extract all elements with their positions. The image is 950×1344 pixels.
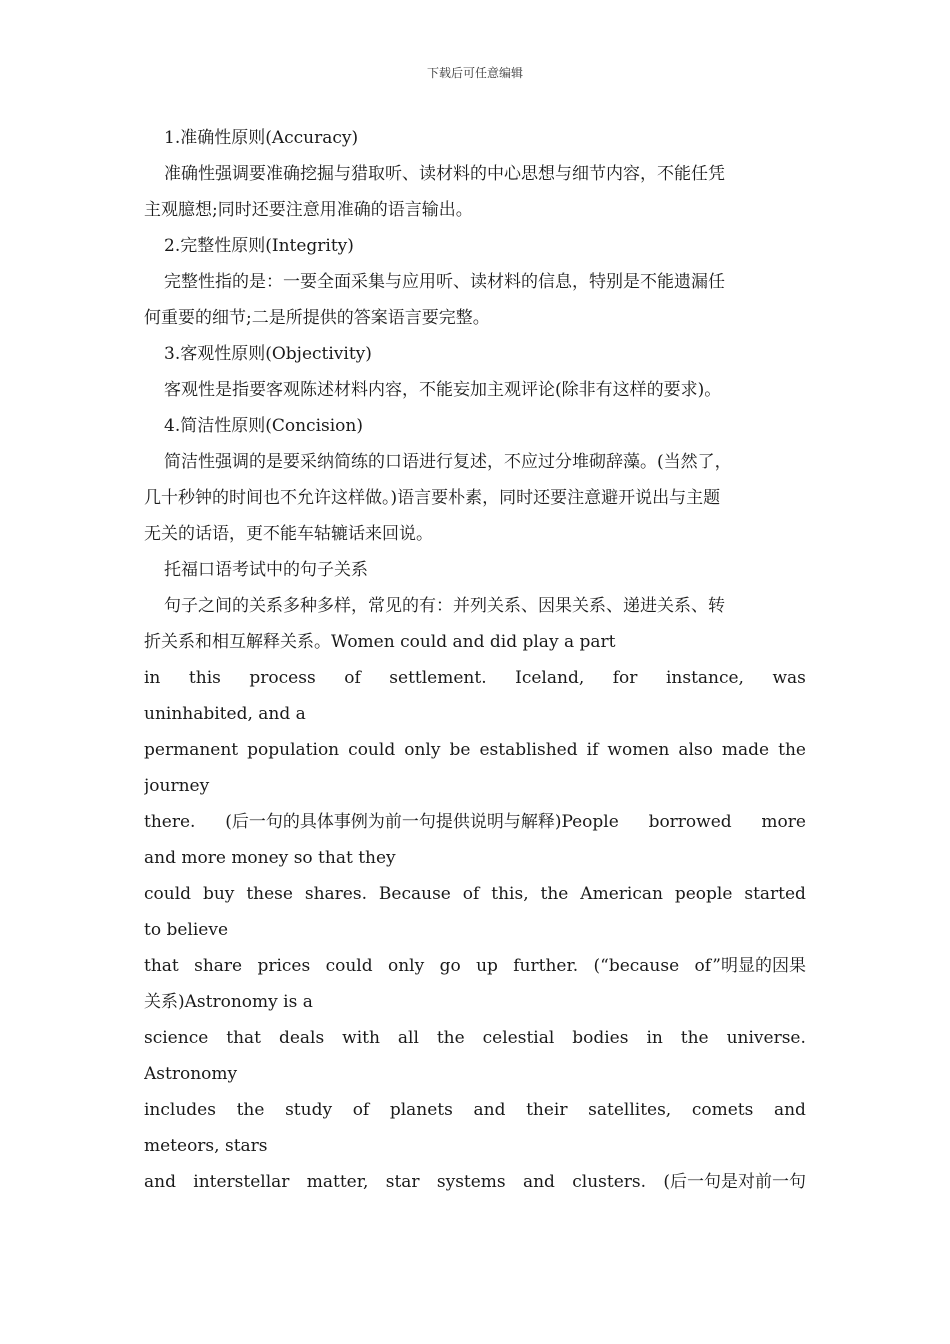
example-line xyxy=(144,732,806,768)
example-word: that xyxy=(226,1028,261,1048)
example-word: study xyxy=(285,1100,333,1120)
document-body xyxy=(144,120,806,1200)
paragraph-line: 准确性强调要准确挖掘与猎取听、读材料的中心思想与细节内容，不能任凭 xyxy=(164,164,725,184)
example-word: if xyxy=(586,740,599,760)
example-line xyxy=(144,840,806,876)
example-line xyxy=(144,876,806,912)
paragraph-line: 无关的话语，更不能车轱辘话来回说。 xyxy=(144,524,433,544)
example-word: science xyxy=(144,1028,209,1048)
example-word: comets xyxy=(691,1100,754,1120)
example-word: people xyxy=(674,884,733,904)
example-word: shares. xyxy=(304,884,367,904)
section-title-sentence-relations: 托福口语考试中的句子关系 xyxy=(164,560,368,580)
heading-accuracy: 1.准确性原则(Accuracy) xyxy=(164,128,359,148)
example-word: the xyxy=(540,884,569,904)
example-word: interstellar xyxy=(193,1172,290,1192)
example-word: matter, xyxy=(306,1172,369,1192)
example-word: also xyxy=(678,740,713,760)
example-word: all xyxy=(397,1028,419,1048)
heading-objectivity: 3.客观性原则(Objectivity) xyxy=(164,344,372,364)
example-word: only xyxy=(387,956,425,976)
example-word: could xyxy=(144,884,192,904)
example-line xyxy=(144,768,806,804)
paragraph-line: 句子之间的关系多种多样，常见的有：并列关系、因果关系、递进关系、转 xyxy=(164,596,725,616)
example-word: for xyxy=(612,668,638,688)
example-word: journey xyxy=(144,776,210,796)
example-word: 关系)Astronomy is a xyxy=(144,992,313,1012)
example-word: with xyxy=(342,1028,380,1048)
example-word: bodies xyxy=(572,1028,629,1048)
example-word: these xyxy=(246,884,293,904)
example-line xyxy=(144,660,806,696)
example-word: this xyxy=(188,668,221,688)
example-line xyxy=(144,1092,806,1128)
paragraph-line: 折关系和相互解释关系。Women could and did play a part xyxy=(144,632,616,652)
example-word: buy xyxy=(202,884,235,904)
paragraph-line: 何重要的细节;二是所提供的答案语言要完整。 xyxy=(144,308,490,328)
example-word: made xyxy=(721,740,770,760)
example-word: American xyxy=(580,884,663,904)
example-word: and xyxy=(473,1100,506,1120)
example-word: population xyxy=(247,740,340,760)
example-word: and xyxy=(144,1172,176,1192)
example-word: includes xyxy=(144,1100,216,1120)
example-word: further. xyxy=(513,956,579,976)
example-word: (后一句是对前一句 xyxy=(663,1172,806,1192)
paragraph-line: 几十秒钟的时间也不允许这样做。)语言要朴素，同时还要注意避开说出与主题 xyxy=(144,488,721,508)
example-line xyxy=(144,948,806,984)
example-word: in xyxy=(144,668,161,688)
example-sentences xyxy=(144,660,806,1200)
example-word: of”明显的因果 xyxy=(694,956,806,976)
example-word: uninhabited, and a xyxy=(144,704,306,724)
example-word: satellites, xyxy=(588,1100,672,1120)
paragraph-line: 主观臆想;同时还要注意用准确的语言输出。 xyxy=(144,200,473,220)
example-word: the xyxy=(680,1028,709,1048)
example-word: was xyxy=(772,668,806,688)
example-word: and more money so that they xyxy=(144,848,396,868)
example-line xyxy=(144,984,806,1020)
heading-concision: 4.简洁性原则(Concision) xyxy=(164,416,363,436)
example-word: more xyxy=(761,812,806,832)
example-word: Because xyxy=(378,884,451,904)
example-word: the xyxy=(436,1028,465,1048)
example-word: and xyxy=(522,1172,555,1192)
example-word: meteors, stars xyxy=(144,1136,268,1156)
example-word: process xyxy=(249,668,316,688)
example-word: women xyxy=(607,740,670,760)
example-word: Astronomy xyxy=(144,1064,238,1084)
example-word: Iceland, xyxy=(515,668,585,688)
paragraph-line: 简洁性强调的是要采纳简练的口语进行复述，不应过分堆砌辞藻。(当然了， xyxy=(164,452,732,472)
example-line xyxy=(144,1020,806,1056)
page-header: 下载后可任意编辑 xyxy=(426,66,523,80)
example-word: started xyxy=(744,884,806,904)
example-word: established xyxy=(479,740,578,760)
heading-integrity: 2.完整性原则(Integrity) xyxy=(164,236,354,256)
example-line xyxy=(144,696,806,732)
paragraph-line: 完整性指的是：一要全面采集与应用听、读材料的信息，特别是不能遗漏任 xyxy=(164,272,725,292)
example-line xyxy=(144,912,806,948)
example-word: systems xyxy=(436,1172,506,1192)
example-word: deals xyxy=(278,1028,325,1048)
example-line xyxy=(144,1164,806,1200)
example-word: (后一句的具体事例为前一句提供说明与解释)People xyxy=(225,812,619,832)
example-word: up xyxy=(476,956,498,976)
example-word: there. xyxy=(144,812,196,832)
example-word: prices xyxy=(257,956,311,976)
example-line xyxy=(144,1056,806,1092)
example-word: clusters. xyxy=(572,1172,647,1192)
example-word: the xyxy=(778,740,806,760)
example-line xyxy=(144,804,806,840)
example-word: could xyxy=(348,740,396,760)
example-word: the xyxy=(236,1100,265,1120)
example-word: only xyxy=(404,740,441,760)
example-word: could xyxy=(325,956,373,976)
example-word: go xyxy=(439,956,461,976)
example-word: universe. xyxy=(726,1028,806,1048)
example-word: star xyxy=(385,1172,420,1192)
example-word: celestial xyxy=(482,1028,555,1048)
example-word: permanent xyxy=(144,740,239,760)
paragraph-line: 客观性是指要客观陈述材料内容，不能妄加主观评论(除非有这样的要求)。 xyxy=(164,380,722,400)
example-word: borrowed xyxy=(648,812,732,832)
example-word: instance, xyxy=(665,668,744,688)
example-word: that xyxy=(144,956,179,976)
example-word: of xyxy=(462,884,480,904)
example-word: (“because xyxy=(593,956,680,976)
example-word: settlement. xyxy=(389,668,487,688)
example-line xyxy=(144,1128,806,1164)
example-word: planets xyxy=(389,1100,453,1120)
example-word: in xyxy=(646,1028,663,1048)
example-word: of xyxy=(352,1100,370,1120)
example-word: share xyxy=(194,956,243,976)
example-word: their xyxy=(526,1100,568,1120)
example-word: this, xyxy=(491,884,529,904)
example-word: be xyxy=(449,740,471,760)
example-word: to believe xyxy=(144,920,229,940)
example-word: and xyxy=(773,1100,806,1120)
example-word: of xyxy=(344,668,361,688)
